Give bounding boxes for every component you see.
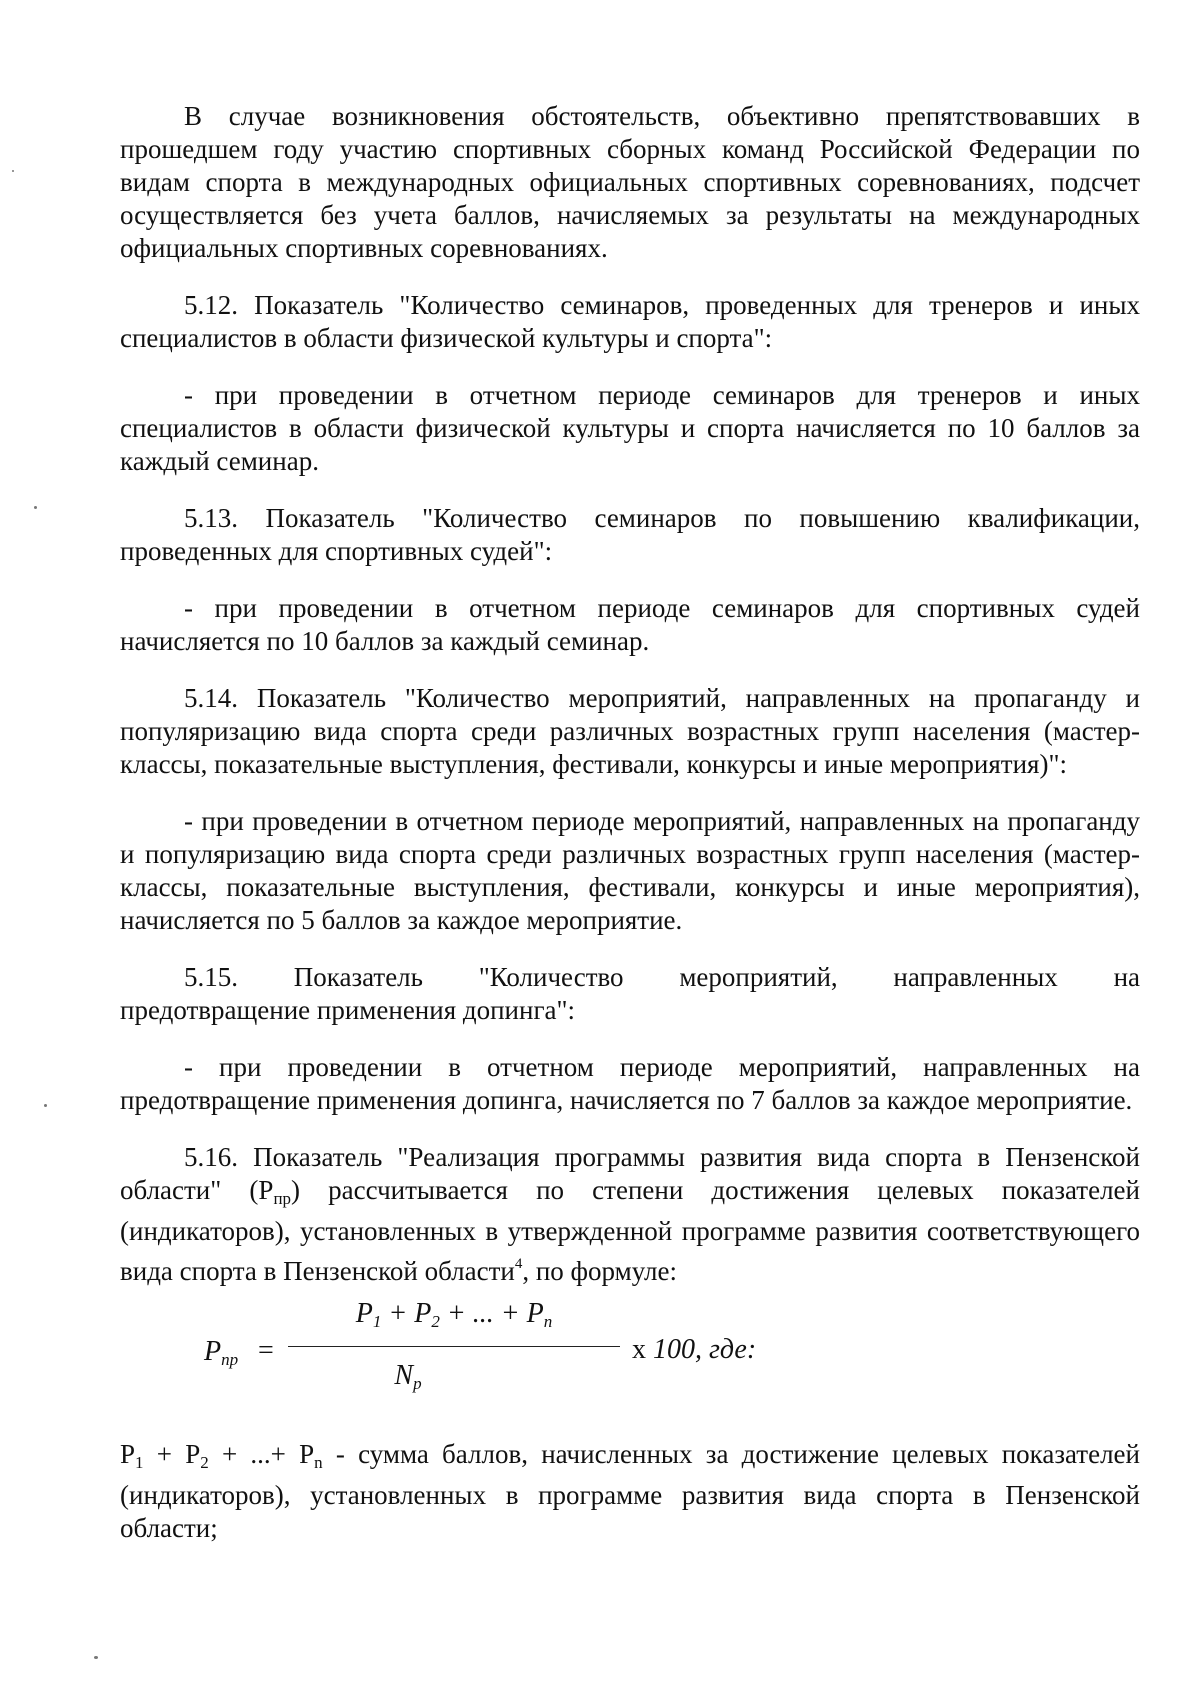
paragraph-5-16-part-a: 5.16. Показатель "Реализация программы развития вида спорта в Пензенской области" (Р (120, 1142, 1140, 1205)
scan-speck (94, 1656, 98, 1659)
formula-lhs: $P_{пр}$ (204, 1336, 239, 1369)
formula-multiplier: х 100, где: (632, 1334, 757, 1365)
paragraph-5-14: 5.14. Показатель "Количество мероприятий, направленных на пропаганду и популяризацию вида спорта среди различных возрастных групп населения (мастер-классы, показательные выступления, фестивали, конкурсы и иные мероприятия)": (120, 683, 1140, 779)
paragraph-5-16 (120, 1141, 1140, 1288)
footnote-marker: 4 (514, 1256, 523, 1272)
paragraph-5-15-line-1: 5.15. Показатель "Количество мероприятий, направленных на (184, 962, 1140, 992)
document-body (120, 100, 1140, 1545)
paragraph-5-15-line-2: предотвращение применения допинга": (120, 995, 576, 1025)
paragraph-sum-definition: $Р_1 + Р_2$ + ...+ $Р_n$ - сумма баллов, начисленных за достижение целевых показателей (индикаторов), установленных в программе развития вида спорта в Пензенской области; (120, 1439, 1140, 1543)
scan-speck (34, 506, 37, 509)
subscript-pr: пр (273, 1189, 292, 1208)
paragraph-5-13-rule: - при проведении в отчетном периоде семинаров для спортивных судей начисляется по 10 баллов за каждый семинар. (120, 593, 1140, 656)
paragraph-5-12-rule: - при проведении в отчетном периоде семинаров для тренеров и иных специалистов в области физической культуры и спорта начисляется по 10 баллов за каждый семинар. (120, 380, 1140, 476)
formula-numerator: $P_1 + P_2$ + ... + $P_n$ (355, 1298, 553, 1331)
formula (120, 1298, 1140, 1416)
scan-speck (44, 1104, 47, 1107)
paragraph-5-12: 5.12. Показатель "Количество семинаров, проведенных для тренеров и иных специалистов в области физической культуры и спорта": (120, 290, 1140, 353)
formula-denominator: $N_p$ (394, 1360, 422, 1393)
paragraph-5-16-part-b: ) рассчитывается по степени достижения целевых показателей (индикаторов), установленных в утвержденной программе развития соответствующего вида спорта в Пензенской области (120, 1175, 1140, 1286)
paragraph-5-14-rule: - при проведении в отчетном периоде мероприятий, направленных на пропаганду и популяризацию вида спорта среди различных возрастных групп населения (мастер-классы, показательные выступления, фестивали, конкурсы и иные мероприятия), начисляется по 5 баллов за каждое мероприятие. (120, 806, 1140, 935)
paragraph-5-15 (120, 961, 1140, 1027)
paragraph-5-13: 5.13. Показатель "Количество семинаров по повышению квалификации, проведенных для спортивных судей": (120, 503, 1140, 566)
formula-fraction-bar (288, 1346, 620, 1347)
paragraph-intro: В случае возникновения обстоятельств, объективно препятствовавших в прошедшем году участию спортивных сборных команд Российской Федерации по видам спорта в международных официальных спортивных соревнованиях, подсчет осуществляется без учета баллов, начисляемых за результаты на международных официальных спортивных соревнованиях. (120, 101, 1140, 263)
formula-equals: = (258, 1335, 274, 1366)
scan-speck (12, 170, 14, 172)
paragraph-5-16-part-c: , по формуле: (522, 1256, 677, 1286)
paragraph-5-15-rule: - при проведении в отчетном периоде мероприятий, направленных на предотвращение применения допинга, начисляется по 7 баллов за каждое мероприятие. (120, 1052, 1140, 1115)
